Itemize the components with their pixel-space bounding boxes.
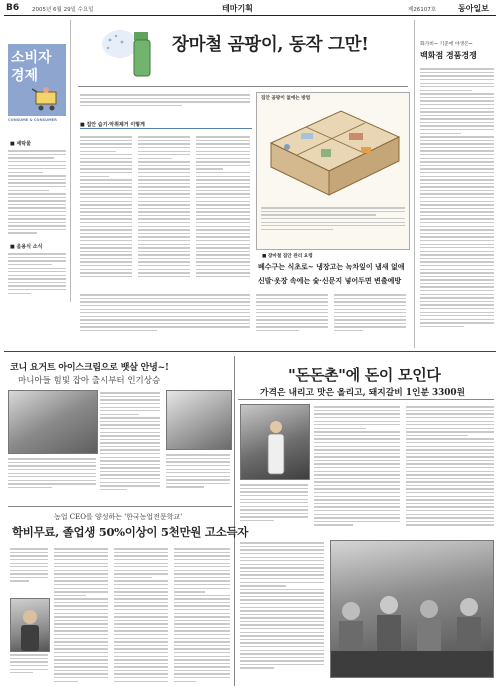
page-number: B6	[6, 3, 20, 13]
right-kicker: 화가비~ 기준에 야생돈~	[420, 42, 473, 47]
main-body-column-2	[138, 134, 190, 286]
restaurant-staff-figure	[265, 419, 287, 477]
main-body-column-5	[334, 292, 406, 346]
principal-portrait-figure	[19, 607, 41, 651]
right-column-divider	[414, 20, 415, 348]
main-lead-paragraph	[80, 92, 250, 118]
home-care-section-title: ■ 장마철 집안 관리 요령	[262, 254, 313, 259]
right-column-body	[420, 66, 494, 342]
pig-headline: "돈돈촌"에 돈이 모인다	[288, 366, 441, 384]
consumer-column-1-title: ■ 세탁물	[10, 141, 31, 147]
main-headline-rule	[78, 86, 408, 87]
farm-body-column-1	[54, 546, 108, 684]
farm-body-column-0b	[10, 652, 48, 684]
lower-column-divider	[234, 356, 235, 686]
main-body-column-4	[256, 292, 328, 346]
dining-crowd-illustration	[331, 581, 493, 677]
consumer-label-box	[8, 44, 66, 116]
farm-body-column-0	[10, 546, 48, 596]
consumer-column-1-body	[8, 148, 66, 238]
header-rule	[4, 15, 496, 16]
yogurt-product-photo	[166, 390, 232, 450]
farm-headline: 학비무료, 졸업생 50%이상이 5천만원 고소득자	[12, 525, 249, 539]
shopping-cart-icon	[32, 86, 62, 112]
yogurt-store-photo	[8, 390, 98, 454]
main-headline: 장마철 곰팡이, 동작 그만!	[172, 35, 369, 55]
consumer-label-english: CONSUME & CONSUMER	[8, 118, 57, 122]
pig-body-column-2	[406, 404, 494, 534]
page-header	[0, 0, 500, 14]
main-body-column-1	[80, 134, 132, 286]
edition-number: 제26107호	[408, 7, 437, 13]
right-title: 백화점 경품경쟁	[420, 50, 477, 60]
farm-principal-photo	[10, 598, 50, 652]
farm-body-column-2	[114, 546, 168, 684]
consumer-label-line1: 소비자	[11, 50, 52, 66]
yogurt-headline: 코니 요거트 아이스크림으로 뱃살 안녕~!	[10, 363, 169, 373]
mold-guide-title: 집안 곰팡이 없애는 방법	[261, 96, 311, 101]
main-callout-line-2: 신발·옷장 속에는 숯·신문지 넣어두면 변출예방	[258, 276, 402, 285]
pig-restaurant-photo	[240, 404, 310, 480]
issue-date: 2005년 6월 29일 수요일	[32, 7, 94, 13]
farm-body-column-3	[174, 546, 230, 684]
consumer-column-divider	[70, 20, 71, 302]
section-name: 테마기획	[222, 4, 253, 13]
spray-bottle-illustration	[100, 22, 162, 80]
mid-page-rule	[4, 351, 496, 352]
main-callout-line-1: 베수구는 식초로~ 냉장고는 녹차잎이 냄새 없애	[258, 262, 405, 271]
apartment-floor-plan-illustration	[261, 103, 405, 203]
yogurt-body-column-1	[100, 390, 160, 502]
consumer-column-2-body	[8, 251, 66, 299]
pig-body-column-1	[314, 404, 400, 534]
pig-dining-photo	[330, 540, 494, 678]
consumer-label-line2: 경제	[11, 68, 39, 84]
main-body-lower	[80, 292, 250, 346]
yogurt-subhead: 마니아들 힘빛 잡아 출시부터 인기상승	[18, 376, 161, 386]
main-body-column-3	[196, 134, 250, 286]
pig-body-column-0	[240, 482, 308, 536]
mold-guide-notes	[261, 205, 405, 245]
consumer-column-2-title: ■ 음용식 소식	[10, 244, 43, 250]
lower-left-rule	[8, 506, 232, 507]
pig-subhead: 가격은 내리고 맛은 올리고, 돼지갈비 1인분 3300원	[260, 388, 466, 398]
paper-name: 동아일보	[458, 4, 489, 13]
farm-kicker: 농업 CEO를 양성하는 '한국농업전문학교'	[54, 513, 183, 521]
pig-body-lower	[240, 540, 324, 676]
pig-headline-rule	[238, 399, 494, 400]
yogurt-body-column-2	[166, 452, 230, 502]
mold-guide-box	[256, 92, 410, 250]
yogurt-body-column-0	[8, 456, 96, 502]
main-subhead-rule	[80, 128, 252, 129]
main-subhead-humidity: ■ 집안 습기·악취제거 이렇게	[80, 122, 145, 128]
